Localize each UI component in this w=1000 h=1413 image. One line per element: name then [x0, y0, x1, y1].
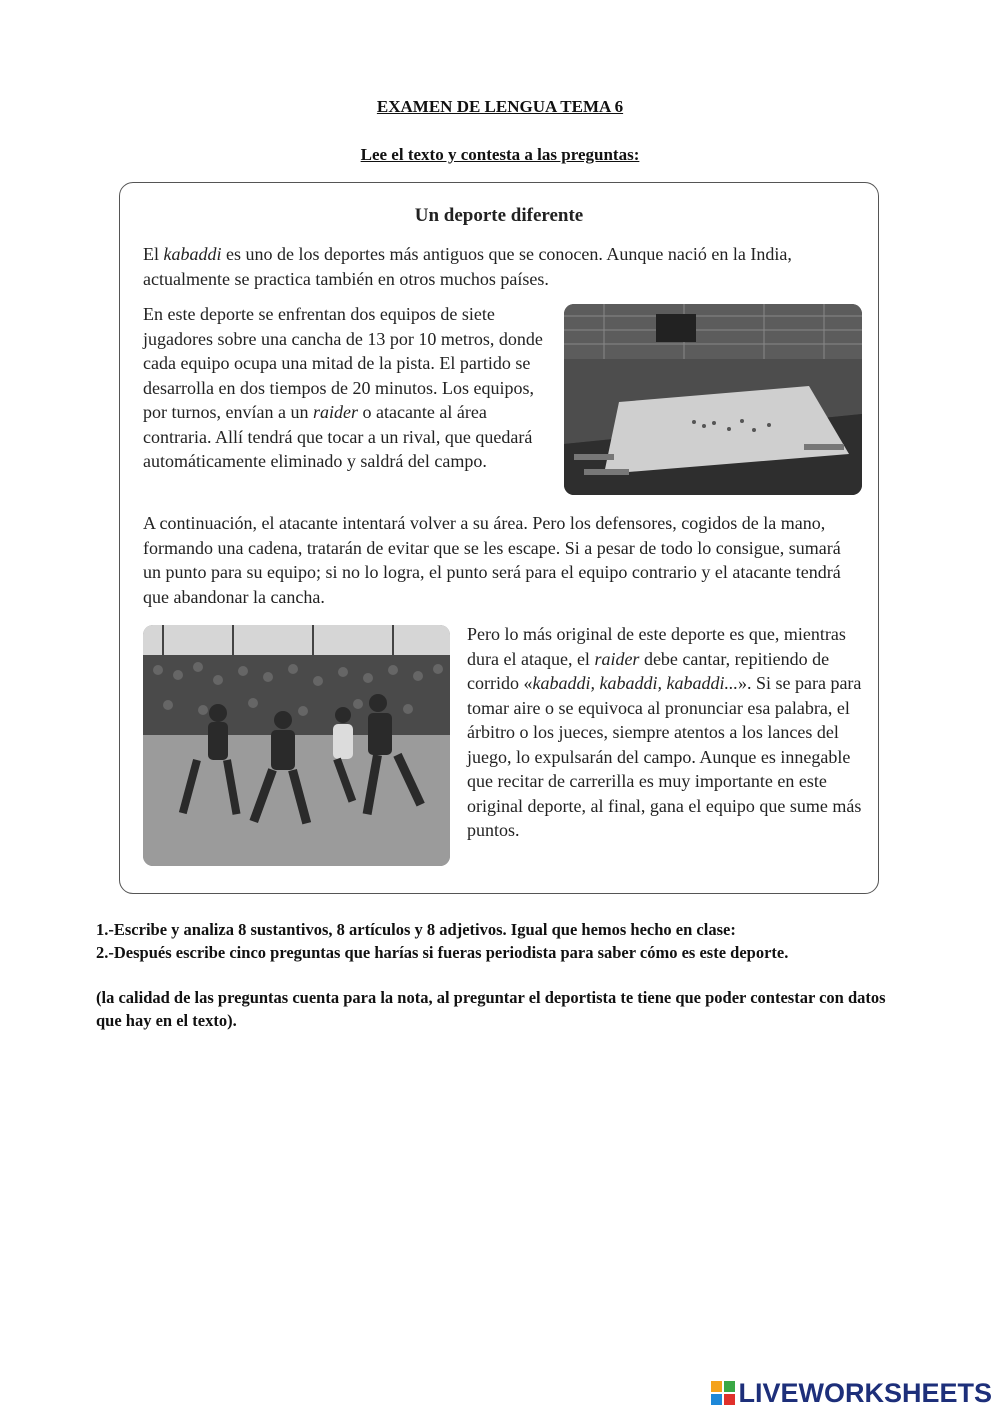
stadium-photo: [564, 304, 862, 495]
paragraph-3: [143, 511, 858, 609]
paragraph-1: [143, 242, 863, 291]
italic-term: raider: [594, 648, 640, 669]
question-1: 1.-Escribe y analiza 8 sustantivos, 8 artículos y 8 adjetivos. Igual que hemos hecho en clase:: [96, 920, 736, 939]
reading-title: Un deporte diferente: [414, 205, 584, 226]
text-run: ». Si se para para tomar aire o se equivoca al pronunciar esa palabra, el árbitro o los jueces, siempre atentos a los lances del juego, lo expulsarán del campo. Aunque es innegable que recitar de carrerilla es muy importante en este original deporte, al final, gana el equipo que sume más puntos.: [467, 673, 862, 840]
paragraph-2: [143, 302, 553, 474]
italic-term: kabaddi, kabaddi, kabaddi...: [532, 673, 738, 693]
instruction-heading: Lee el texto y contesta a las preguntas:: [360, 145, 640, 164]
text-run: Pero lo más original de este deporte es que, mientras dura el ataque, el: [467, 624, 846, 669]
text-run: En este deporte se enfrentan dos equipos de siete jugadores sobre una cancha de 13 por 10 metros, donde cada equipo ocupa una mitad de la pista. El partido se desarrolla en dos tiempos de 20 minutos. Los equipos, por turnos, envían a un: [143, 304, 543, 422]
liveworksheets-icon: [711, 1381, 735, 1405]
question-2: 2.-Después escribe cinco preguntas que harías si fueras periodista para saber cómo es este deporte.: [96, 943, 789, 962]
players-photo: [143, 625, 450, 866]
paragraph-4: [467, 622, 862, 843]
exam-title: EXAMEN DE LENGUA TEMA 6: [376, 97, 624, 116]
kabaddi-players-image: [143, 625, 450, 866]
liveworksheets-text: LIVEWORKSHEETS: [738, 1377, 992, 1408]
question-note: (la calidad de las preguntas cuenta para la nota, al preguntar el deportista te tiene que poder contestar con datos que hay en el texto).: [96, 988, 886, 1030]
text-run: o atacante al área contraria. Allí tendrá que tocar a un rival, que quedará automáticamente eliminado y saldrá del campo.: [143, 402, 533, 471]
text-run: es uno de los deportes más antiguos que se conocen. Aunque nació en la India, actualmente se practica también en otros muchos países.: [143, 244, 792, 289]
text-run: debe cantar, repitiendo de corrido «: [467, 648, 830, 693]
stadium-image: [564, 304, 862, 495]
text-run: A continuación, el atacante intentará volver a su área. Pero los defensores, cogidos de la mano, formando una cadena, tratarán de evitar que se les escape. Si a pesar de todo lo consigue, sumará un punto para su equipo; si no lo logra, el punto será para el equipo contrario y el atacante tendrá que abandonar la cancha.: [143, 513, 841, 607]
liveworksheets-logo[interactable]: [711, 1378, 992, 1408]
text-run: El: [143, 244, 164, 264]
italic-term: kabaddi: [163, 244, 222, 264]
italic-term: raider: [312, 402, 358, 422]
